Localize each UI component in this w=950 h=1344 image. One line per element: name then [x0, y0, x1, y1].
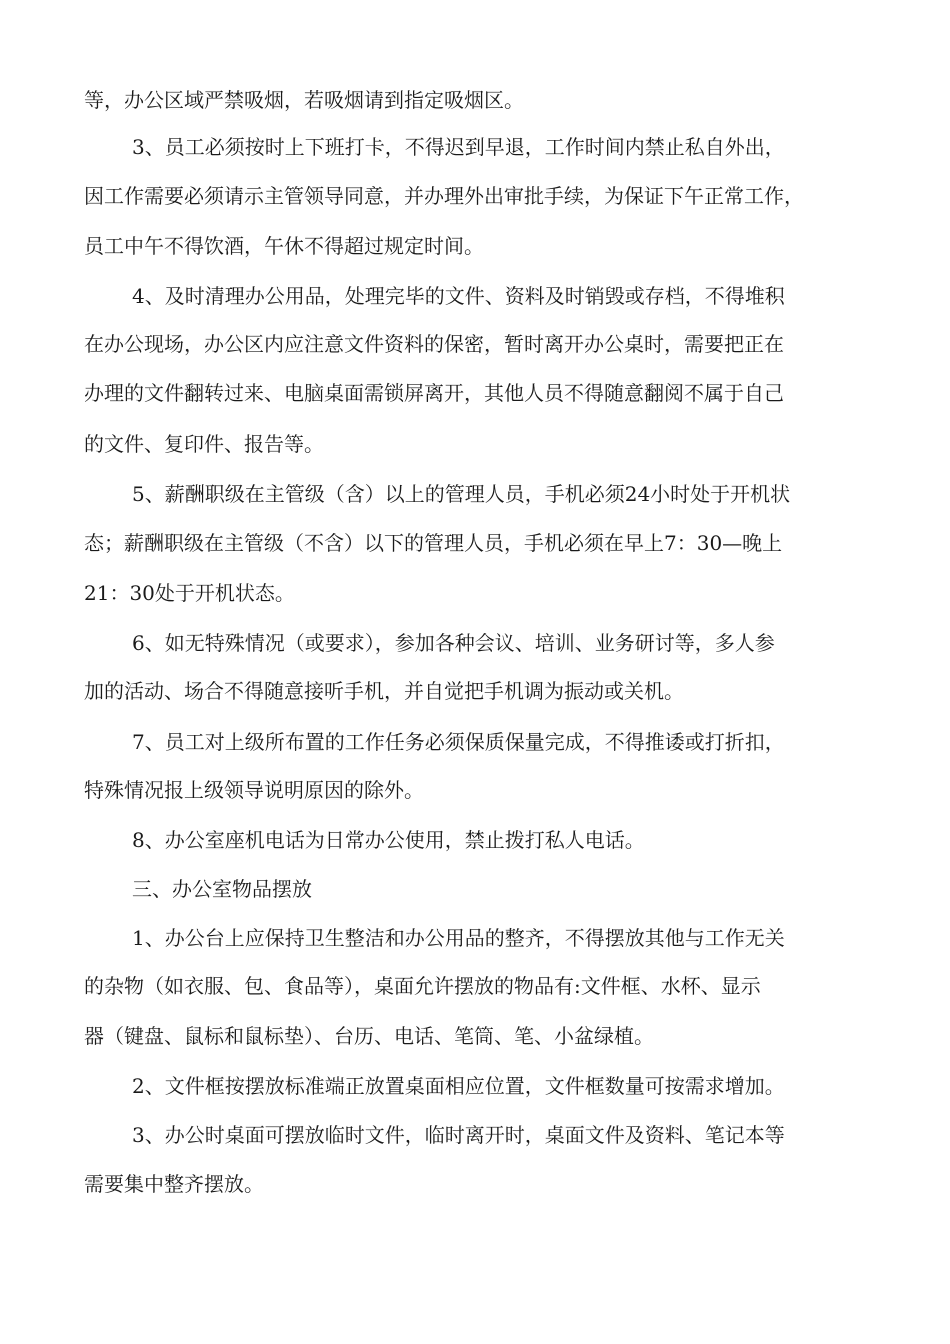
text-line: 8、办公室座机电话为日常办公使用，禁止拨打私人电话。	[132, 828, 645, 852]
text-line: 等，办公区域严禁吸烟，若吸烟请到指定吸烟区。	[84, 88, 524, 112]
text-line: 在办公现场，办公区内应注意文件资料的保密，暂时离开办公桌时，需要把正在	[84, 332, 784, 356]
text-line: 4、及时清理办公用品，处理完毕的文件、资料及时销毁或存档，不得堆积	[132, 284, 785, 308]
text-line: 因工作需要必须请示主管领导同意，并办理外出审批手续，为保证下午正常工作，	[84, 184, 804, 208]
text-line: 21：30处于开机状态。	[84, 581, 295, 605]
text-line: 态；薪酬职级在主管级（不含）以下的管理人员，手机必须在早上7：30—晚上	[84, 531, 783, 555]
text-line: 器（键盘、鼠标和鼠标垫）、台历、电话、笔筒、笔、小盆绿植。	[84, 1024, 654, 1048]
text-line: 需要集中整齐摆放。	[84, 1172, 264, 1196]
text-line: 员工中午不得饮酒，午休不得超过规定时间。	[84, 234, 484, 258]
text-line: 特殊情况报上级领导说明原因的除外。	[84, 778, 424, 802]
text-line: 5、薪酬职级在主管级（含）以上的管理人员，手机必须24小时处于开机状	[132, 482, 791, 506]
text-line: 3、办公时桌面可摆放临时文件，临时离开时，桌面文件及资料、笔记本等	[132, 1123, 785, 1147]
text-line: 6、如无特殊情况（或要求），参加各种会议、培训、业务研讨等，多人参	[132, 631, 775, 655]
text-line: 的文件、复印件、报告等。	[84, 432, 324, 456]
text-line: 7、员工对上级所布置的工作任务必须保质保量完成，不得推诿或打折扣，	[132, 730, 785, 754]
text-line: 加的活动、场合不得随意接听手机，并自觉把手机调为振动或关机。	[84, 679, 684, 703]
text-line: 办理的文件翻转过来、电脑桌面需锁屏离开，其他人员不得随意翻阅不属于自己	[84, 381, 784, 405]
section-heading: 三、办公室物品摆放	[132, 877, 312, 901]
text-line: 3、员工必须按时上下班打卡，不得迟到早退，工作时间内禁止私自外出，	[132, 135, 785, 159]
text-line: 的杂物（如衣服、包、食品等），桌面允许摆放的物品有:文件框、水杯、显示	[84, 974, 761, 998]
text-line: 2、文件框按摆放标准端正放置桌面相应位置，文件框数量可按需求增加。	[132, 1074, 785, 1098]
text-line: 1、办公台上应保持卫生整洁和办公用品的整齐，不得摆放其他与工作无关	[132, 926, 785, 950]
